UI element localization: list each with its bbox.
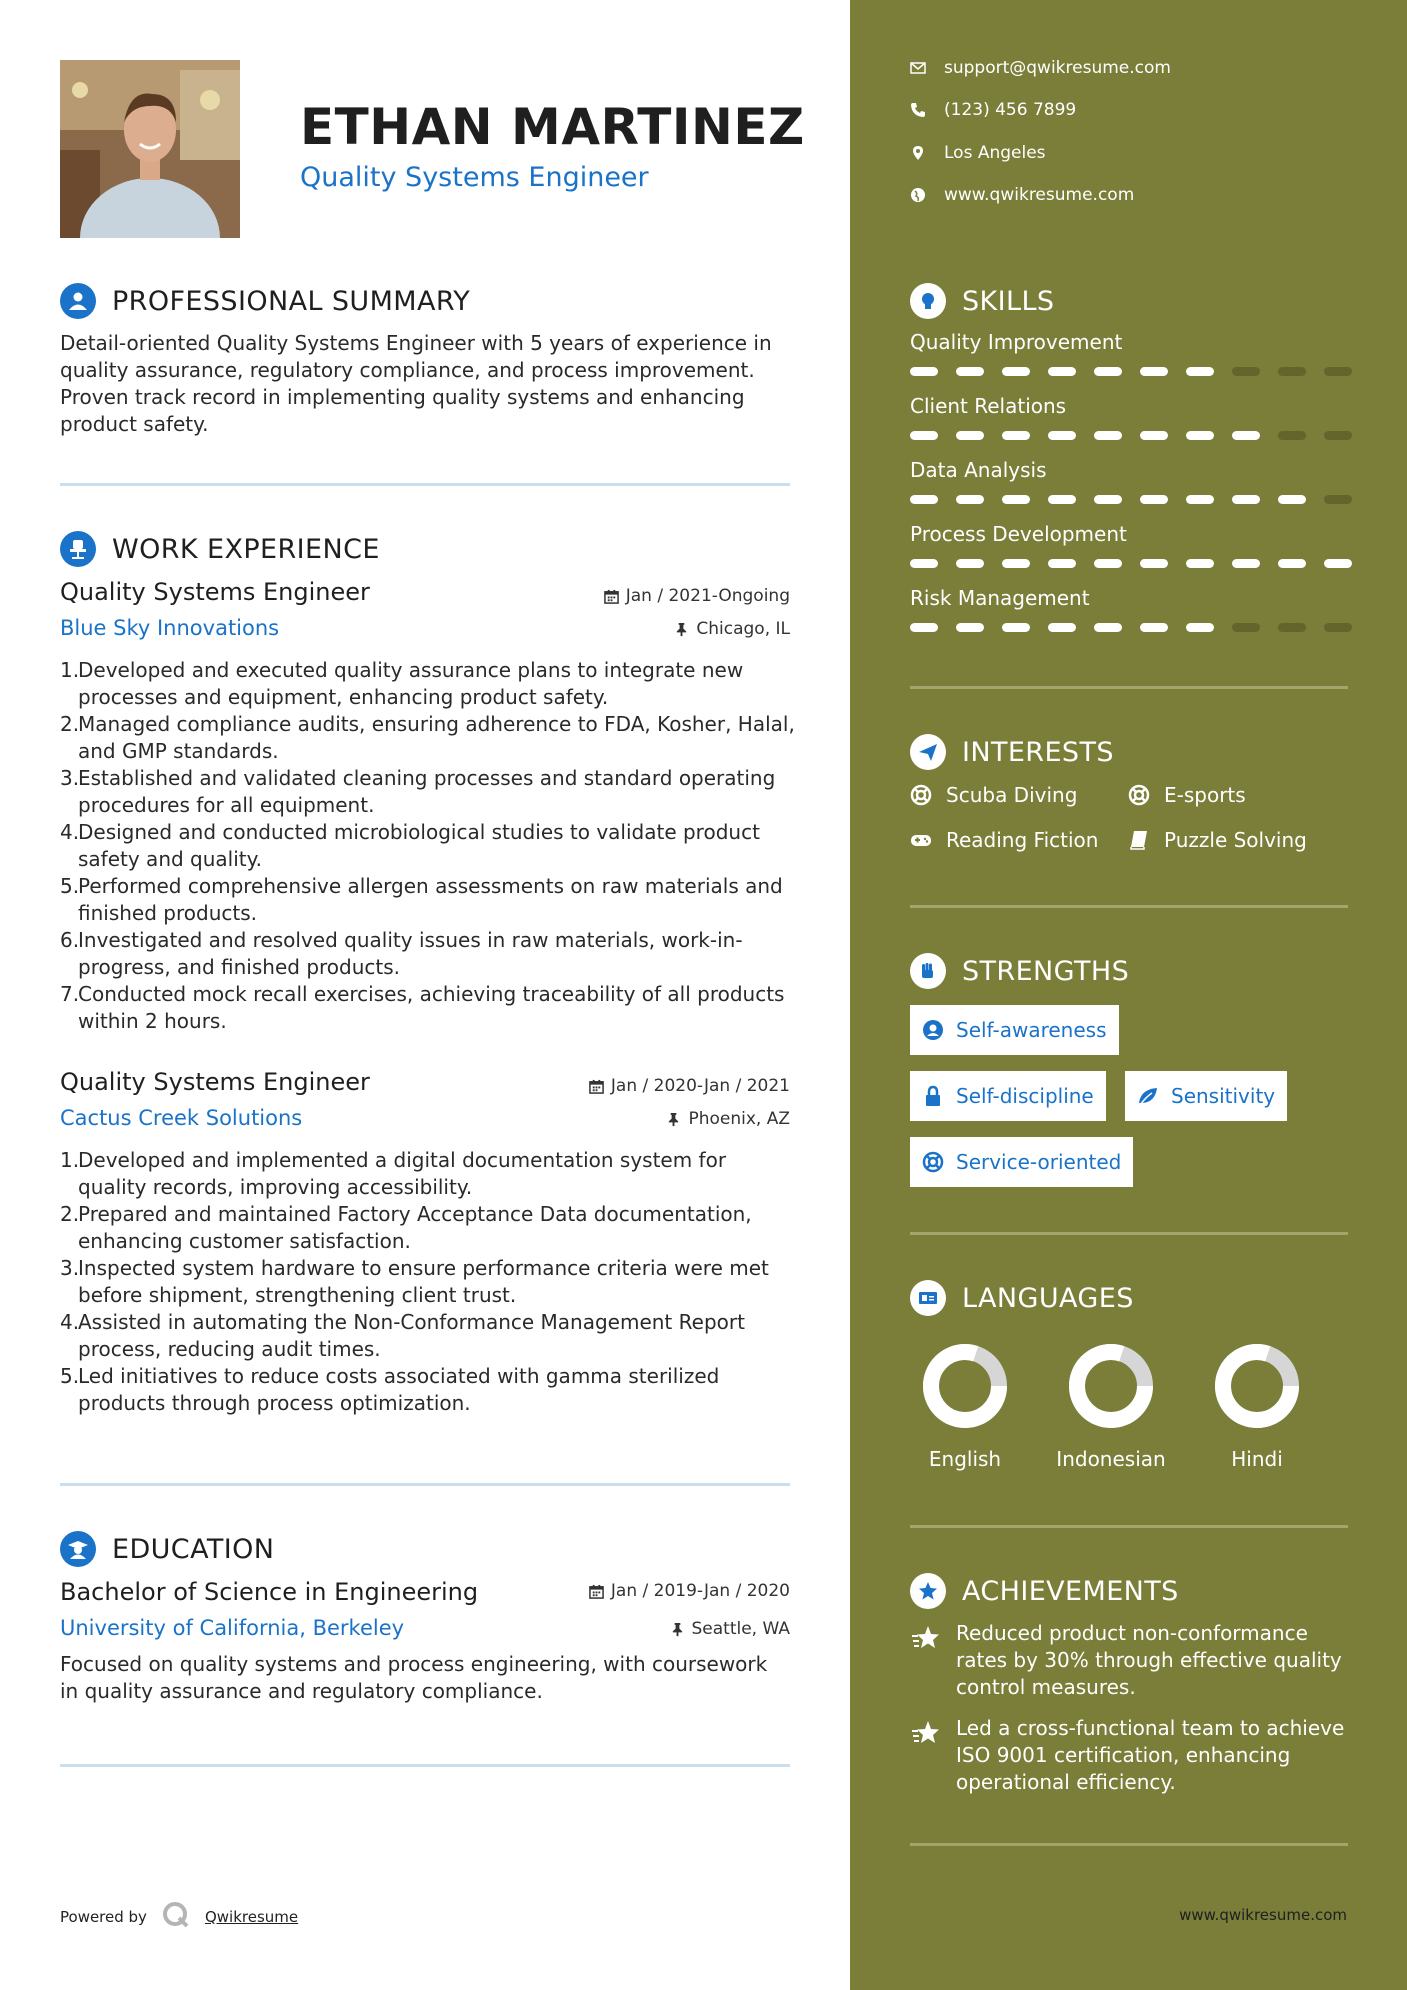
sidebar (850, 0, 1407, 1990)
lifebuoy-icon (910, 784, 932, 806)
contact-location (910, 143, 1046, 163)
graduate-icon (60, 1531, 96, 1567)
skills-header (910, 283, 1054, 319)
summary-text: Detail-oriented Quality Systems Engineer with 5 years of experience in quality assurance, regulatory compliance, and process improvement. Proven track record in implementing quality systems and enhancing product safety. (60, 331, 772, 436)
job-location (674, 619, 790, 639)
skill-dot (1324, 559, 1352, 568)
user-circle-icon (922, 1019, 944, 1041)
job-location-text: Chicago, IL (696, 619, 790, 639)
summary-header (60, 283, 470, 319)
bullet-item (60, 819, 795, 873)
achievement-text: Led a cross-functional team to achieve ISO 9001 certification, enhancing operational efficiency. (956, 1716, 1345, 1794)
skill-dot (1094, 367, 1122, 376)
skill-rating (910, 495, 1352, 504)
skill-dot (1140, 367, 1168, 376)
bullet-item (60, 1147, 795, 1201)
skill-dot (1002, 559, 1030, 568)
skill-dot (1094, 623, 1122, 632)
bullet-number: 3. (60, 766, 80, 790)
profile-photo (60, 60, 240, 238)
star-badge-icon (910, 1573, 946, 1609)
skill-dot (1324, 623, 1352, 632)
translate-icon (910, 1280, 946, 1316)
phone-text: (123) 456 7899 (944, 100, 1077, 120)
bullet-item (60, 765, 795, 819)
skill-dot (1186, 495, 1214, 504)
skill-dot (1186, 623, 1214, 632)
skill-dot (956, 623, 984, 632)
skill-rating (910, 431, 1352, 440)
strength-badge (1125, 1071, 1287, 1121)
qwikresume-logo-icon (161, 1900, 191, 1934)
skill-dot (1048, 431, 1076, 440)
contact-website (910, 185, 1134, 205)
skill-dot (1186, 367, 1214, 376)
skill-dot (1048, 367, 1076, 376)
bullet-number: 7. (60, 982, 80, 1006)
interest-label: Reading Fiction (946, 828, 1099, 852)
education-dates-text: Jan / 2019-Jan / 2020 (610, 1581, 790, 1601)
skill-dot (1140, 431, 1168, 440)
bullet-text: Performed comprehensive allergen assessments on raw materials and finished products. (78, 874, 783, 925)
strength-label: Service-oriented (956, 1150, 1122, 1174)
bullet-text: Investigated and resolved quality issues in raw materials, work-in-progress, and finished products. (78, 928, 743, 979)
interest-label: Puzzle Solving (1164, 828, 1307, 852)
skill-rating (910, 623, 1352, 632)
divider (910, 686, 1348, 689)
education-location-text: Seattle, WA (691, 1619, 790, 1639)
globe-icon (910, 187, 926, 203)
bullet-number: 2. (60, 1202, 80, 1226)
leaf-icon (1137, 1085, 1159, 1107)
bullet-number: 4. (60, 1310, 80, 1334)
skill-dot (1278, 431, 1306, 440)
skill-dot (1232, 623, 1260, 632)
job-dates-text: Jan / 2020-Jan / 2021 (610, 1076, 790, 1096)
footer-website[interactable]: www.qwikresume.com (1179, 1906, 1347, 1924)
skill-dot (1140, 559, 1168, 568)
star-icon (910, 1622, 942, 1654)
language-name: English (928, 1447, 1002, 1471)
language-item (1182, 1343, 1332, 1471)
bullet-item (60, 873, 795, 927)
skill-dot (1232, 559, 1260, 568)
website-text: www.qwikresume.com (944, 185, 1135, 205)
language-proficiency-ring (922, 1343, 1008, 1429)
interest-label: E-sports (1164, 783, 1246, 807)
job-dates (589, 1076, 790, 1096)
lifebuoy-icon (922, 1151, 944, 1173)
company-name: Blue Sky Innovations (60, 616, 280, 640)
divider (910, 1843, 1348, 1846)
skill-dot (1278, 623, 1306, 632)
skill-dot (956, 495, 984, 504)
divider (60, 483, 790, 486)
skill-dot (956, 559, 984, 568)
language-item (1036, 1343, 1186, 1471)
experience-header (60, 531, 380, 567)
interest-label: Scuba Diving (946, 783, 1078, 807)
bullet-text: Assisted in automating the Non-Conformance Management Report process, reducing audit times. (78, 1310, 745, 1361)
strengths-header (910, 953, 1129, 989)
achievement-item (910, 1620, 1360, 1701)
skill-dot (1048, 623, 1076, 632)
bullet-number: 3. (60, 1256, 80, 1280)
job-title: Quality Systems Engineer (60, 578, 370, 606)
skill-dot (1232, 367, 1260, 376)
skill-rating (910, 559, 1352, 568)
calendar-icon (604, 589, 619, 604)
achievements-heading: ACHIEVEMENTS (962, 1575, 1179, 1607)
skill-dot (1324, 431, 1352, 440)
user-icon (60, 283, 96, 319)
bullet-text: Conducted mock recall exercises, achieving traceability of all products within 2 hours. (78, 982, 785, 1033)
divider (910, 905, 1348, 908)
strength-label: Sensitivity (1171, 1084, 1276, 1108)
job-title: Quality Systems Engineer (60, 1068, 370, 1096)
strength-label: Self-discipline (956, 1084, 1094, 1108)
skill-name: Quality Improvement (910, 330, 1123, 354)
divider (910, 1232, 1348, 1235)
job-bullets (60, 657, 795, 1035)
map-pin-icon (910, 145, 926, 161)
candidate-name: ETHAN MARTINEZ (300, 98, 805, 156)
skill-name: Client Relations (910, 394, 1067, 418)
bullet-text: Developed and implemented a digital documentation system for quality records, improving accessibility. (78, 1148, 727, 1199)
interest-item (910, 783, 1077, 807)
interests-header (910, 734, 1114, 770)
powered-by-label: Powered by (60, 1908, 147, 1926)
skill-dot (910, 367, 938, 376)
interests-heading: INTERESTS (962, 736, 1114, 768)
bullet-item (60, 927, 795, 981)
bullet-number: 2. (60, 712, 80, 736)
skill-dot (1278, 367, 1306, 376)
degree-title: Bachelor of Science in Engineering (60, 1578, 479, 1606)
skill-name: Risk Management (910, 586, 1090, 610)
bullet-text: Prepared and maintained Factory Acceptance Data documentation, enhancing customer satisfaction. (78, 1202, 752, 1253)
contact-phone (910, 100, 1076, 120)
job-dates (604, 586, 790, 606)
job-location (666, 1109, 790, 1129)
language-proficiency-ring (1068, 1343, 1154, 1429)
strength-badge (910, 1005, 1119, 1055)
gamepad-icon (910, 829, 932, 851)
calendar-icon (589, 1584, 604, 1599)
job-dates-text: Jan / 2021-Ongoing (625, 586, 790, 606)
skill-rating (910, 367, 1352, 376)
skill-dot (1002, 431, 1030, 440)
divider (910, 1525, 1348, 1528)
skill-dot (956, 431, 984, 440)
star-icon (910, 1717, 942, 1749)
footer-powered (60, 1900, 298, 1934)
bullet-item (60, 1201, 795, 1255)
envelope-icon (910, 60, 926, 76)
qwikresume-link[interactable]: Qwikresume (204, 1908, 299, 1926)
language-proficiency-ring (1214, 1343, 1300, 1429)
skill-dot (1094, 495, 1122, 504)
skill-dot (956, 367, 984, 376)
achievement-item (910, 1715, 1360, 1796)
skill-dot (1002, 495, 1030, 504)
skills-heading: SKILLS (962, 285, 1055, 317)
bullet-text: Designed and conducted microbiological studies to validate product safety and quality. (78, 820, 760, 871)
book-icon (1128, 829, 1150, 851)
skill-dot (910, 559, 938, 568)
education-header (60, 1531, 274, 1567)
strength-badge (910, 1071, 1106, 1121)
chair-icon (60, 531, 96, 567)
achievements-header (910, 1573, 1179, 1609)
education-location (670, 1619, 791, 1639)
interest-item (910, 828, 1098, 852)
skill-dot (1278, 495, 1306, 504)
skill-dot (1186, 559, 1214, 568)
language-name: Indonesian (1056, 1447, 1166, 1471)
pin-icon (670, 1622, 685, 1637)
phone-icon (910, 102, 926, 118)
bullet-number: 1. (60, 658, 80, 682)
lifebuoy-icon (1128, 784, 1150, 806)
lightbulb-icon (910, 283, 946, 319)
pin-icon (674, 622, 689, 637)
education-dates (589, 1581, 790, 1601)
bullet-text: Established and validated cleaning processes and standard operating procedures for all equipment. (78, 766, 776, 817)
skill-dot (1324, 495, 1352, 504)
skill-dot (1140, 623, 1168, 632)
strength-label: Self-awareness (956, 1018, 1107, 1042)
skill-dot (1002, 367, 1030, 376)
skill-dot (1186, 431, 1214, 440)
school-name: University of California, Berkeley (60, 1616, 405, 1640)
bullet-text: Inspected system hardware to ensure performance criteria were met before shipment, strengthening client trust. (78, 1256, 769, 1307)
bullet-number: 6. (60, 928, 80, 952)
skill-dot (1048, 559, 1076, 568)
skill-dot (1094, 431, 1122, 440)
lock-icon (922, 1085, 944, 1107)
strengths-heading: STRENGTHS (962, 955, 1130, 987)
language-name: Hindi (1231, 1447, 1283, 1471)
languages-header (910, 1280, 1134, 1316)
bullet-number: 5. (60, 1364, 80, 1388)
bullet-number: 1. (60, 1148, 80, 1172)
education-heading: EDUCATION (112, 1533, 275, 1565)
email-text: support@qwikresume.com (944, 58, 1171, 78)
bullet-item (60, 711, 795, 765)
interest-item (1128, 828, 1307, 852)
skill-dot (1232, 431, 1260, 440)
calendar-icon (589, 1079, 604, 1094)
skill-dot (1094, 559, 1122, 568)
skill-dot (910, 431, 938, 440)
languages-heading: LANGUAGES (962, 1282, 1134, 1314)
contact-email (910, 58, 1171, 78)
company-name: Cactus Creek Solutions (60, 1106, 303, 1130)
skill-name: Process Development (910, 522, 1127, 546)
skill-name: Data Analysis (910, 458, 1047, 482)
bullet-item (60, 981, 795, 1035)
job-location-text: Phoenix, AZ (688, 1109, 790, 1129)
pin-icon (666, 1112, 681, 1127)
bullet-number: 5. (60, 874, 80, 898)
skill-dot (1232, 495, 1260, 504)
divider (60, 1764, 790, 1767)
bullet-item (60, 1255, 795, 1309)
bullet-item (60, 1363, 795, 1417)
location-text: Los Angeles (944, 143, 1046, 163)
fist-icon (910, 953, 946, 989)
experience-heading: WORK EXPERIENCE (112, 533, 380, 565)
skill-dot (1140, 495, 1168, 504)
skill-dot (910, 623, 938, 632)
bullet-number: 4. (60, 820, 80, 844)
bullet-item (60, 657, 795, 711)
skill-dot (1278, 559, 1306, 568)
paper-plane-icon (910, 734, 946, 770)
job-bullets (60, 1147, 795, 1417)
skill-dot (910, 495, 938, 504)
summary-heading: PROFESSIONAL SUMMARY (112, 285, 471, 317)
skill-dot (1324, 367, 1352, 376)
bullet-text: Managed compliance audits, ensuring adherence to FDA, Kosher, Halal, and GMP standards. (78, 712, 795, 763)
achievement-text: Reduced product non-conformance rates by 30% through effective quality control measures. (956, 1621, 1342, 1699)
skill-dot (1048, 495, 1076, 504)
divider (60, 1483, 790, 1486)
language-item (890, 1343, 1040, 1471)
bullet-item (60, 1309, 795, 1363)
education-text: Focused on quality systems and process engineering, with coursework in quality assurance and regulatory compliance. (60, 1652, 768, 1703)
candidate-title: Quality Systems Engineer (300, 162, 649, 193)
skill-dot (1002, 623, 1030, 632)
strength-badge (910, 1137, 1133, 1187)
bullet-text: Led initiatives to reduce costs associated with gamma sterilized products through process optimization. (78, 1364, 720, 1415)
interest-item (1128, 783, 1246, 807)
bullet-text: Developed and executed quality assurance plans to integrate new processes and equipment, enhancing product safety. (78, 658, 744, 709)
